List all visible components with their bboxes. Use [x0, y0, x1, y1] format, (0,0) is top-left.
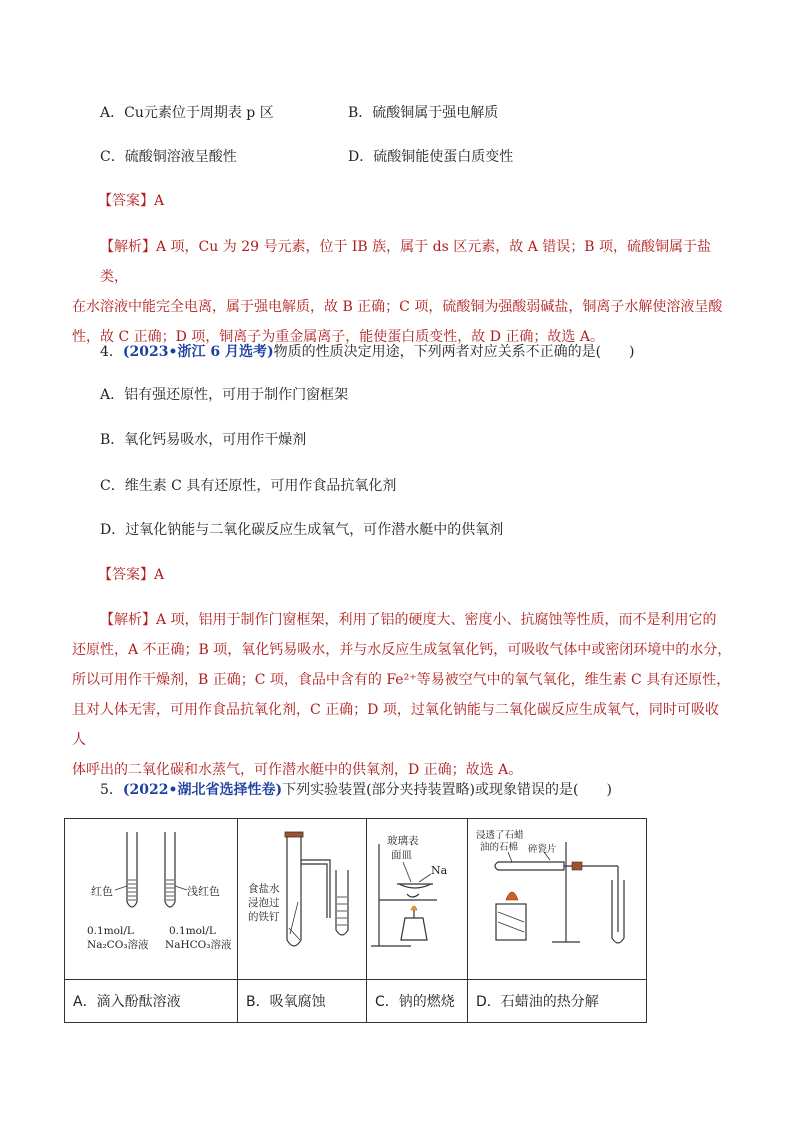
- q3-option-b: B．硫酸铜属于强电解质: [348, 105, 499, 121]
- figure-d-paraffin-decomposition: [468, 822, 646, 972]
- caption-a: A．滴入酚酞溶液: [65, 980, 238, 1023]
- label-salt-water: 食盐水: [248, 883, 280, 896]
- analysis-line: 体呼出的二氧化碳和水蒸气，可作潜水艇中的供氧剂，D 正确；故选 A。: [72, 762, 523, 778]
- q5-header: [100, 780, 612, 800]
- q3-analysis: [72, 232, 732, 352]
- label-conc: 0.1mol/L: [87, 925, 134, 938]
- label-red: 红色: [91, 885, 113, 899]
- figure-c-sodium-burning: [367, 822, 467, 972]
- label-conc: 0.1mol/L: [169, 925, 216, 938]
- label-solution: Na₂CO₃溶液: [87, 939, 149, 952]
- analysis-line: 所以可用作干燥剂，B 正确；C 项，食品中含有的 Fe²⁺等易被空气中的氧气氧化，维生素 C 具有还原性，: [72, 672, 731, 688]
- figure-b-corrosion-apparatus: [238, 822, 366, 972]
- q4-header: [100, 342, 635, 362]
- analysis-line: A 项，Cu 为 29 号元素，位于 IB 族，属于 ds 区元素，故 A 错误；B 项，硫酸铜属于盐类，: [100, 239, 711, 285]
- answer-value: A: [154, 567, 165, 583]
- question-source: (2023•浙江 6 月选考): [122, 344, 274, 360]
- caption-d: D．石蜡油的热分解: [468, 980, 647, 1023]
- label-asbestos: 油的石棉: [480, 842, 519, 854]
- figure-a-test-tubes: [65, 822, 237, 972]
- q3-option-c: C．硫酸铜溶液呈酸性: [100, 149, 237, 165]
- question-stem: 下列实验装置(部分夹持装置略)或现象错误的是( ): [282, 782, 612, 798]
- question-stem: 物质的性质决定用途，下列两者对应关系不正确的是( ): [273, 344, 635, 360]
- analysis-line: 在水溶液中能完全电离，属于强电解质，故 B 正确；C 项，硫酸铜为强酸弱碱盐，铜离子水解使溶液呈酸: [72, 299, 723, 315]
- label-porcelain-chips: 碎瓷片: [528, 844, 557, 856]
- label-soaked-paraffin: 浸透了石蜡: [476, 830, 524, 842]
- analysis-line: 且对人体无害，可用作食品抗氧化剂，C 正确；D 项，过氧化钠能与二氧化碳反应生成氧气，同时可吸收人: [72, 702, 719, 748]
- q3-option-a: A．Cu元素位于周期表 p 区: [100, 105, 274, 121]
- answer-label: 【答案】: [98, 193, 154, 209]
- figure-c-cell: [367, 819, 468, 980]
- label-light-red: 浅红色: [187, 885, 220, 899]
- q3-answer: [98, 191, 164, 211]
- apparatus-table: [64, 818, 647, 1023]
- question-source: (2022•湖北省选择性卷): [122, 782, 283, 798]
- answer-value: A: [154, 193, 165, 209]
- label-dish: 面皿: [391, 849, 412, 862]
- analysis-label: 【解析】: [100, 612, 156, 628]
- label-watch-glass: 玻璃表: [387, 835, 419, 848]
- q4-answer: [98, 565, 164, 585]
- analysis-label: 【解析】: [100, 239, 156, 255]
- answer-label: 【答案】: [98, 567, 154, 583]
- label-solution: NaHCO₃溶液: [165, 939, 232, 952]
- label-na: Na: [431, 864, 448, 878]
- caption-c: C．钠的燃烧: [367, 980, 468, 1023]
- q4-option-a: A．铝有强还原性，可用于制作门窗框架: [100, 387, 349, 403]
- analysis-line: 性，故 C 正确；D 项，铜离子为重金属离子，能使蛋白质变性，故 D 正确；故选 A。: [72, 329, 604, 345]
- label-soaked: 浸泡过: [248, 897, 280, 910]
- question-number: 5．: [100, 782, 123, 798]
- figure-d-cell: [468, 819, 647, 980]
- q3-option-d: D．硫酸铜能使蛋白质变性: [348, 149, 514, 165]
- q4-option-c: C．维生素 C 具有还原性，可用作食品抗氧化剂: [100, 478, 397, 494]
- analysis-line: 还原性，A 不正确；B 项，氧化钙易吸水，并与水反应生成氢氧化钙，可吸收气体中或密闭环境中的水分，: [72, 642, 732, 658]
- q4-option-b: B．氧化钙易吸水，可用作干燥剂: [100, 432, 307, 448]
- q4-option-d: D．过氧化钠能与二氧化碳反应生成氧气，可作潜水艇中的供氧剂: [100, 522, 504, 538]
- label-iron-nail: 的铁钉: [248, 911, 280, 924]
- question-number: 4．: [100, 344, 123, 360]
- q4-analysis: [72, 605, 732, 785]
- figure-b-cell: [238, 819, 367, 980]
- caption-b: B．吸氧腐蚀: [238, 980, 367, 1023]
- analysis-line: A 项，铝用于制作门窗框架，利用了铝的硬度大、密度小、抗腐蚀等性质，而不是利用它的: [156, 612, 717, 628]
- figure-a-cell: [65, 819, 238, 980]
